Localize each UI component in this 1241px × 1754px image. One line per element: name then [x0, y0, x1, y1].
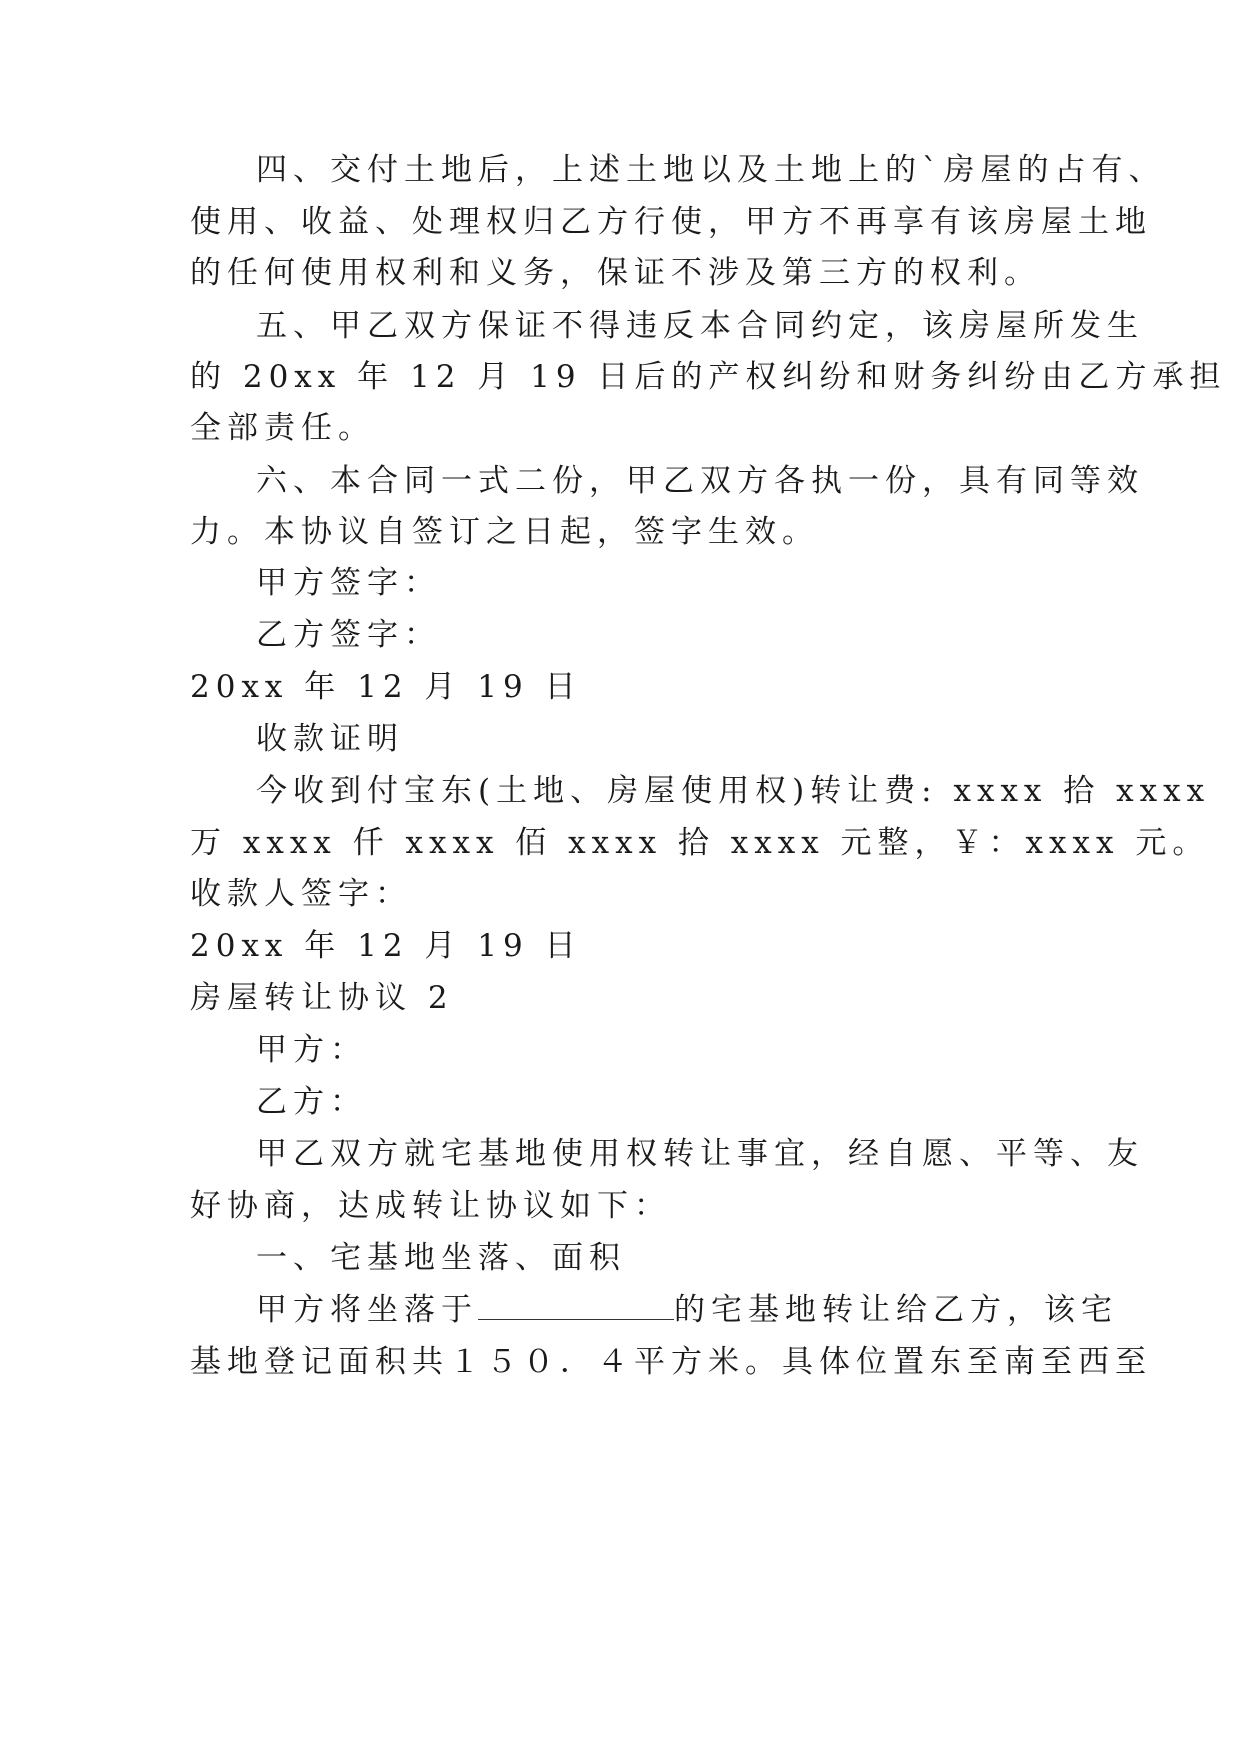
location-suffix: 的宅基地转让给乙方，该宅: [674, 1292, 1118, 1328]
agreement-2-title: 房屋转让协议 2: [190, 980, 454, 1016]
location-line: [256, 1290, 1118, 1330]
location-blank: [478, 1293, 674, 1320]
party-a-signature: 甲方签字：: [256, 565, 441, 601]
receipt-date: 20xx 年 12 月 19 日: [190, 928, 582, 964]
receipt-title: 收款证明: [256, 721, 404, 757]
clause-5-line-3: 全部责任。: [190, 410, 375, 446]
party-b-signature: 乙方签字：: [256, 617, 441, 653]
preamble-line-1: 甲乙双方就宅基地使用权转让事宜，经自愿、平等、友: [256, 1136, 1144, 1172]
party-b-label: 乙方：: [256, 1084, 367, 1120]
clause-5-line-2: 的 20xx 年 12 月 19 日后的产权纠纷和财务纠纷由乙方承担: [190, 359, 1227, 395]
receipt-line-2: 万 xxxx 仟 xxxx 佰 xxxx 拾 xxxx 元整，￥：xxxx 元。: [190, 825, 1210, 861]
payee-signature: 收款人签字：: [190, 876, 412, 912]
clause-5-line-1: 五、甲乙双方保证不得违反本合同约定，该房屋所发生: [256, 308, 1144, 344]
clause-6-line-1: 六、本合同一式二份，甲乙双方各执一份，具有同等效: [256, 463, 1144, 499]
receipt-line-1: 今收到付宝东(土地、房屋使用权)转让费: xxxx 拾 xxxx: [256, 773, 1211, 809]
clause-4-line-1: 四、交付土地后，上述土地以及土地上的`房屋的占有、: [256, 152, 1166, 188]
location-prefix: 甲方将坐落于: [256, 1292, 478, 1328]
signature-date: 20xx 年 12 月 19 日: [190, 669, 582, 705]
section-1-heading: 一、宅基地坐落、面积: [256, 1240, 626, 1276]
clause-6-line-2: 力。本协议自签订之日起，签字生效。: [190, 514, 819, 550]
clause-4-line-3: 的任何使用权利和义务，保证不涉及第三方的权利。: [190, 255, 1041, 291]
area-line: 基地登记面积共１５０．４平方米。具体位置东至南至西至: [190, 1344, 1152, 1380]
party-a-label: 甲方：: [256, 1032, 367, 1068]
preamble-line-2: 好协商，达成转让协议如下：: [190, 1188, 671, 1224]
clause-4-line-2: 使用、收益、处理权归乙方行使，甲方不再享有该房屋土地: [190, 204, 1152, 240]
